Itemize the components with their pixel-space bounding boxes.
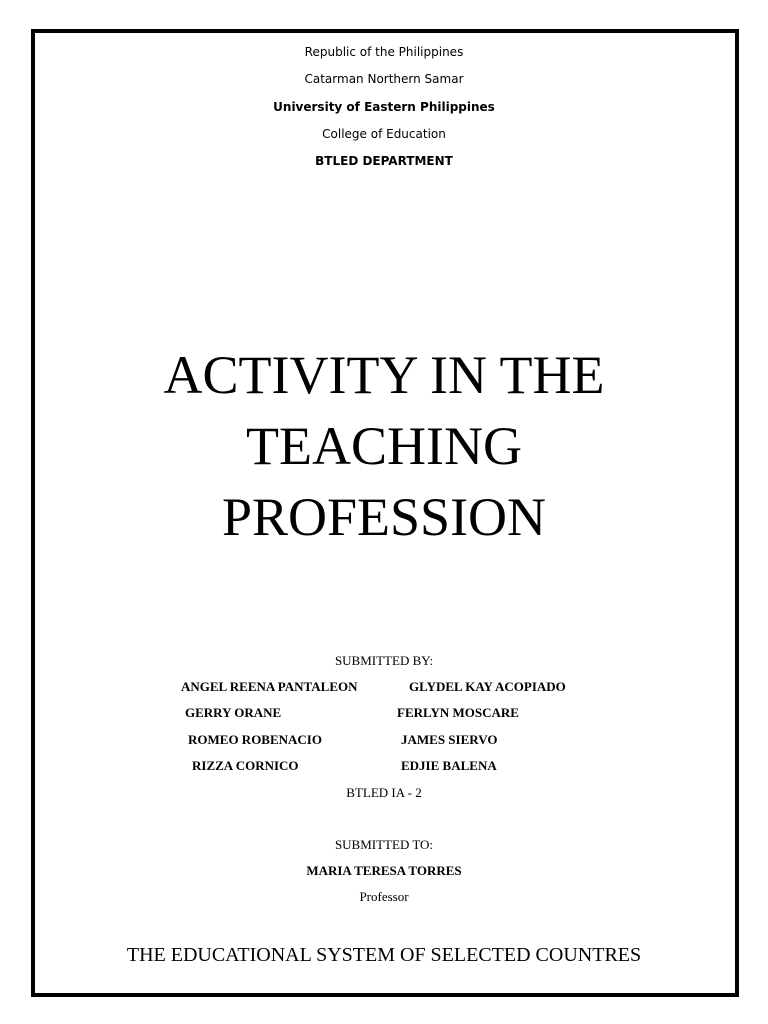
submitted-to-label: SUBMITTED TO: xyxy=(334,837,434,852)
member-name: ROMEO ROBENACIO xyxy=(188,732,322,747)
member-name: ANGEL REENA PANTALEON xyxy=(181,679,358,694)
header-department: BTLED DEPARTMENT xyxy=(315,154,453,168)
title-line-1: ACTIVITY IN THE xyxy=(163,345,605,405)
header-country: Republic of the Philippines xyxy=(304,45,464,59)
section-label: BTLED IA - 2 xyxy=(346,785,422,800)
header-location: Catarman Northern Samar xyxy=(304,72,464,86)
title-line-3: PROFESSION xyxy=(221,487,547,547)
member-name: GLYDEL KAY ACOPIADO xyxy=(409,679,566,694)
professor-name: MARIA TERESA TORRES xyxy=(306,863,462,878)
header-college: College of Education xyxy=(322,127,446,141)
topic-title: THE EDUCATIONAL SYSTEM OF SELECTED COUNTRES xyxy=(126,944,642,966)
header-university: University of Eastern Philippines xyxy=(273,100,495,114)
member-name: FERLYN MOSCARE xyxy=(397,705,519,720)
member-name: GERRY ORANE xyxy=(185,705,282,720)
document-title xyxy=(0,340,768,553)
member-name: EDJIE BALENA xyxy=(401,758,497,773)
submitted-by-label: SUBMITTED BY: xyxy=(334,653,434,668)
member-name: JAMES SIERVO xyxy=(401,732,498,747)
title-line-2: TEACHING xyxy=(246,416,522,476)
member-name: RIZZA CORNICO xyxy=(192,758,299,773)
professor-role: Professor xyxy=(359,889,409,904)
